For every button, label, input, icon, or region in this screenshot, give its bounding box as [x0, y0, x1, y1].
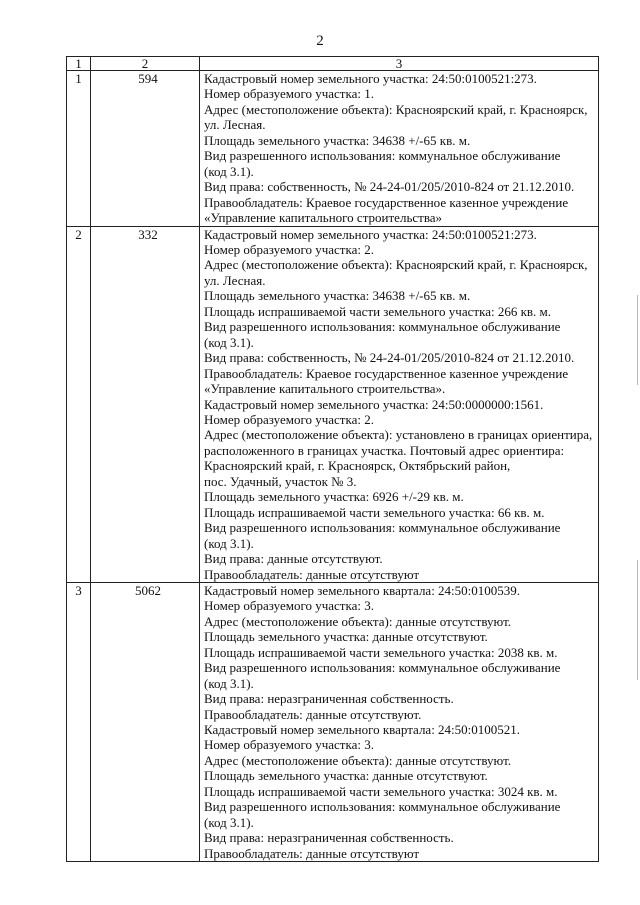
description-line: Площадь испрашиваемой части земельного участка: 66 кв. м. — [204, 504, 545, 520]
description-line: (код 3.1). — [204, 535, 254, 551]
description-line: (код 3.1). — [204, 814, 254, 830]
row-number-cell: 3 — [67, 582, 91, 861]
row-number-cell: 2 — [67, 226, 91, 582]
table-header-row — [67, 57, 599, 71]
description-line: Адрес (местоположение объекта): Красноярский край, г. Красноярск, — [204, 257, 588, 273]
description-line: (код 3.1). — [204, 675, 254, 691]
description-line: Вид разрешенного использования: коммунальное обслуживание — [204, 660, 561, 676]
description-line: Кадастровый номер земельного квартала: 24:50:0100539. — [204, 582, 521, 598]
description-line: Правообладатель: Краевое государственное казенное учреждение — [204, 194, 569, 210]
land-plots-table — [66, 56, 599, 862]
description-line: ул. Лесная. — [204, 117, 266, 133]
description-cell — [200, 582, 599, 861]
description-line: Адрес (местоположение объекта): установлено в границах ориентира, — [204, 427, 593, 443]
area-cell: 5062 — [91, 582, 200, 861]
description-line: Вид разрешенного использования: коммунальное обслуживание — [204, 148, 561, 164]
description-line: Вид права: неразграниченная собственность. — [204, 830, 454, 846]
row-number-cell: 1 — [67, 71, 91, 227]
description-line: Вид права: собственность, № 24-24-01/205/2010-824 от 21.12.2010. — [204, 179, 575, 195]
description-line: Площадь земельного участка: 34638 +/-65 кв. м. — [204, 132, 471, 148]
scan-edge-mark — [637, 560, 638, 680]
description-cell — [200, 226, 599, 582]
description-line: Площадь испрашиваемой части земельного участка: 2038 кв. м. — [204, 644, 558, 660]
page-number: 2 — [316, 33, 324, 49]
description-line: Вид разрешенного использования: коммунальное обслуживание — [204, 799, 561, 815]
description-line: (код 3.1). — [204, 163, 254, 179]
description-line: Номер образуемого участка: 2. — [204, 411, 374, 427]
description-line: пос. Удачный, участок № 3. — [204, 473, 357, 489]
description-line: Номер образуемого участка: 3. — [204, 598, 374, 614]
description-line: Площадь земельного участка: 6926 +/-29 кв. м. — [204, 489, 464, 505]
description-line: Номер образуемого участка: 2. — [204, 241, 374, 257]
description-line: Красноярский край, г. Красноярск, Октябрьский район, — [204, 458, 511, 474]
description-line: Вид права: данные отсутствуют. — [204, 551, 383, 567]
description-line: расположенного в границах участка. Почтовый адрес ориентира: — [204, 442, 565, 458]
description-line: Площадь земельного участка: данные отсутствуют. — [204, 629, 488, 645]
description-line: Кадастровый номер земельного участка: 24:50:0000000:1561. — [204, 396, 544, 412]
description-line: «Управление капитального строительства» — [204, 210, 443, 226]
description-line: Вид разрешенного использования: коммунальное обслуживание — [204, 319, 561, 335]
description-line: Адрес (местоположение объекта): данные отсутствуют. — [204, 752, 512, 768]
description-line: Площадь испрашиваемой части земельного участка: 266 кв. м. — [204, 303, 552, 319]
description-line: (код 3.1). — [204, 334, 254, 350]
header-col-1: 1 — [67, 57, 91, 71]
description-line: Номер образуемого участка: 1. — [204, 86, 374, 102]
table-row — [67, 582, 599, 861]
description-line: Площадь испрашиваемой части земельного участка: 3024 кв. м. — [204, 783, 558, 799]
description-line: Правообладатель: данные отсутствуют. — [204, 706, 422, 722]
description-line: Правообладатель: Краевое государственное казенное учреждение — [204, 365, 569, 381]
description-line: ул. Лесная. — [204, 272, 266, 288]
description-line: Правообладатель: данные отсутствуют — [204, 845, 420, 861]
description-line: Площадь земельного участка: данные отсутствуют. — [204, 768, 488, 784]
description-line: Кадастровый номер земельного участка: 24:50:0100521:273. — [204, 226, 537, 242]
header-col-3: 3 — [200, 57, 599, 71]
header-col-2: 2 — [91, 57, 200, 71]
description-line: «Управление капитального строительства». — [204, 381, 446, 397]
description-line: Правообладатель: данные отсутствуют — [204, 566, 420, 582]
table-row — [67, 71, 599, 227]
description-line: Вид разрешенного использования: коммунальное обслуживание — [204, 520, 561, 536]
area-cell: 332 — [91, 226, 200, 582]
description-line: Площадь земельного участка: 34638 +/-65 кв. м. — [204, 288, 471, 304]
description-line: Кадастровый номер земельного участка: 24:50:0100521:273. — [204, 71, 537, 86]
description-line: Вид права: собственность, № 24-24-01/205/2010-824 от 21.12.2010. — [204, 350, 575, 366]
description-line: Адрес (местоположение объекта): Красноярский край, г. Красноярск, — [204, 101, 588, 117]
description-line: Вид права: неразграниченная собственность. — [204, 691, 454, 707]
description-line: Номер образуемого участка: 3. — [204, 737, 374, 753]
description-cell — [200, 71, 599, 227]
scan-edge-mark — [637, 295, 638, 385]
table-row — [67, 226, 599, 582]
area-cell: 594 — [91, 71, 200, 227]
description-line: Адрес (местоположение объекта): данные отсутствуют. — [204, 613, 512, 629]
table-body — [67, 71, 599, 862]
description-line: Кадастровый номер земельного квартала: 24:50:0100521. — [204, 722, 521, 738]
